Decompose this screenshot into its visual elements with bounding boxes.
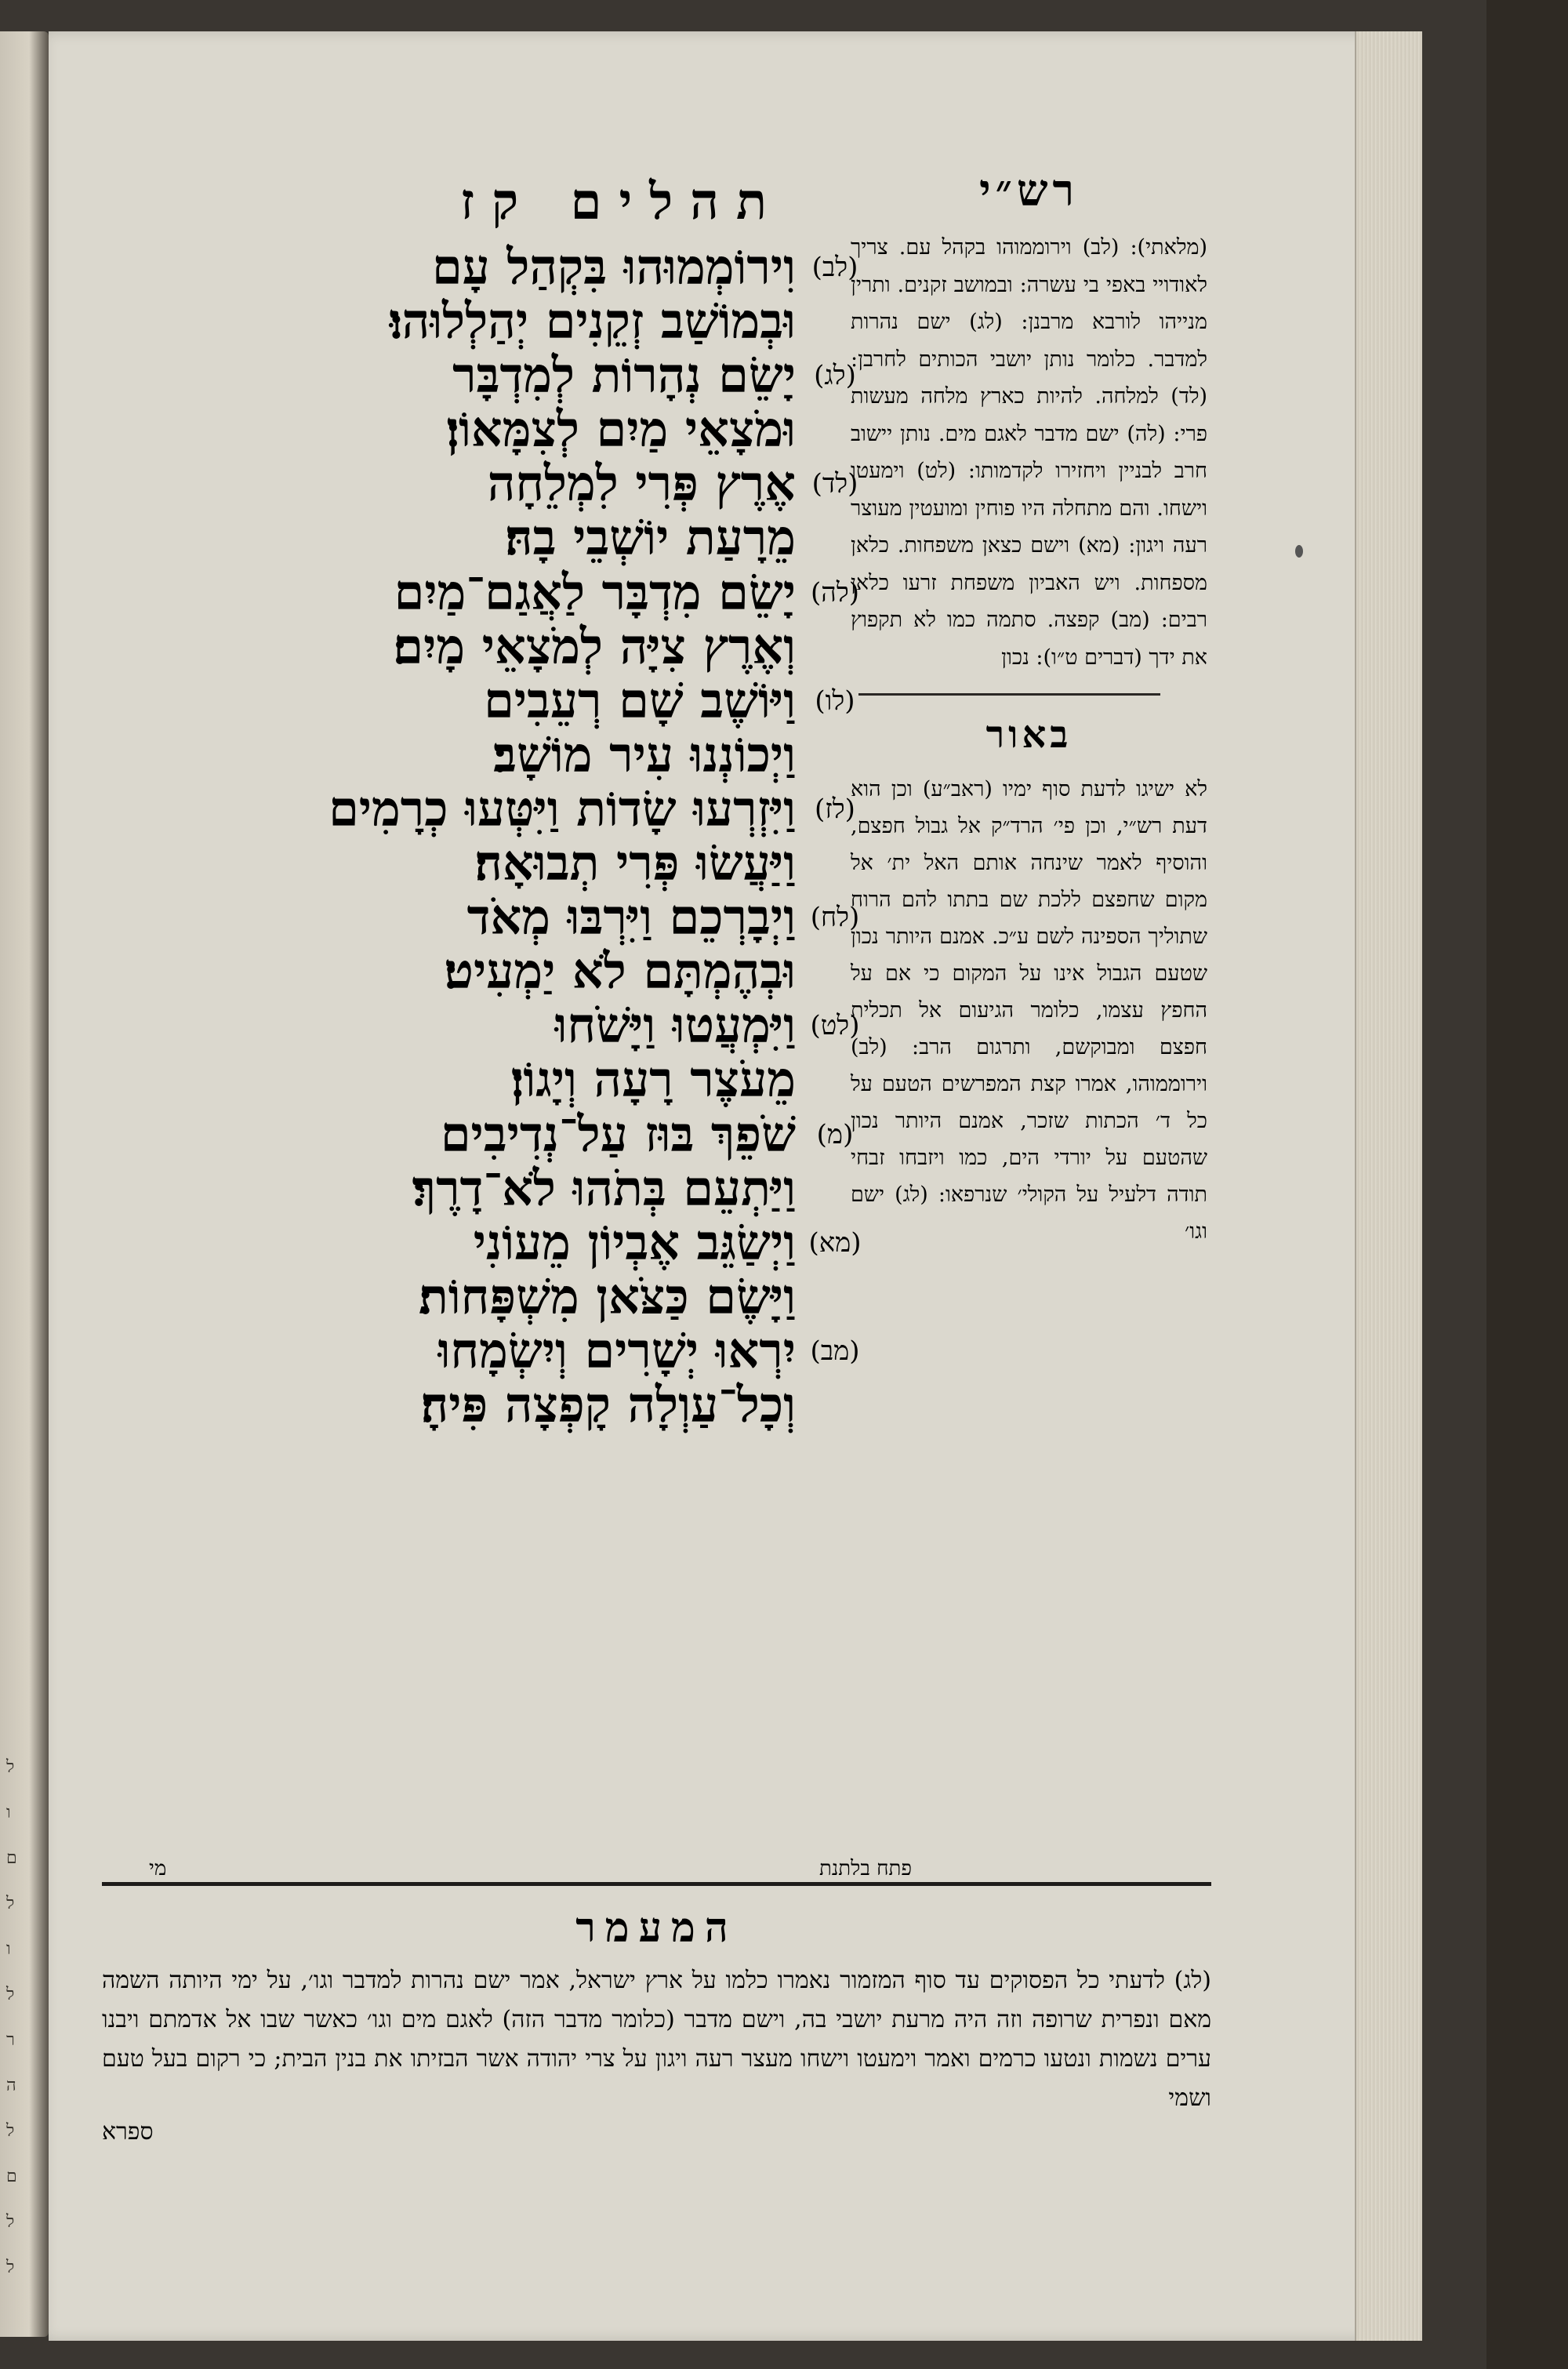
- verse-number: (לח): [810, 902, 860, 934]
- verse-number: (לו): [815, 685, 855, 717]
- biur-title: באור: [985, 713, 1073, 757]
- verse-text: וִירוֹמְמוּהוּ בִּקְהַל עָם: [431, 238, 796, 296]
- verse-text: וַיַּעֲשׂוּ פְּרִי תְבוּאָה׃: [474, 834, 796, 892]
- verse-text: וַיַּתְעֵם בְּתֹהוּ לֹא־דָרֶךְ׃: [412, 1159, 796, 1217]
- verse-line: [98, 725, 874, 783]
- left-page-fragment: ל: [6, 1985, 15, 2004]
- previous-page-edge: [0, 31, 49, 2337]
- psalm-header: תהלים קז: [460, 173, 784, 231]
- verse-text: יָשֵׂם נְהָרוֹת לְמִדְבָּר: [452, 347, 796, 405]
- verse-number: (לג): [814, 360, 856, 392]
- left-page-fragment: ם: [6, 1848, 17, 1868]
- verse-text: מֵרָעַת יוֹשְׁבֵי בָהּ׃: [505, 509, 796, 567]
- commentary-text: (לג) לדעתי כל הפסוקים עד סוף המזמור נאמרו כלמו על ארץ ישראל, אמר ישם נהרות למדבר וגו׳, על ימי היותה השמה מאם ונפרית שרופה וזה היה מרעת יושבי בה, וישם מדבר (כלומר מדבר הזה) לאגם מים וגו׳ כאשר שבו אל אדמתם ויבנו ערים נשמות ונטעו כרמים ואמר וימעטו וישחו מעצר רעה ויגון על צרי יהודה אשר הבזיתו את בנין הבית; כי רקום בעל טעם ושמי: [102, 1967, 1211, 2112]
- verse-number: (לה): [811, 576, 859, 609]
- verse-line: [98, 617, 874, 675]
- left-page-fragment: ל: [6, 2258, 15, 2277]
- left-page-fragment: ל: [6, 2121, 15, 2141]
- background-right: [1486, 0, 1568, 2369]
- column-divider: [858, 693, 1160, 696]
- left-page-fragment: ה: [6, 2076, 16, 2095]
- verse-line: [98, 1213, 874, 1271]
- verse-text: וַיָּשֶׂם כַּצֹּאן מִשְׁפָּחוֹת׃: [418, 1267, 796, 1325]
- rashi-text: (מלאתי): (לב) וירוממוהו בקהל עם. צריך לאודויי באפי בי עשרה: ובמושב זקנים. ותרין מנייהו לורבא מרבנן: (לג) ישם נהרות למדבר. כלומר נותן יושבי הכותים לחרבן: (לד) למלחה. להיות כארץ מלחה מעשות פרי: (לה) ישם מדבר לאגם מים. נותן יישוב חרב לבניין ויחזירו לקדמותו: (לט) וימעטו וישחו. והם מתחלה היו פוחין ומועטין מעוצר רעה ויגון: (מא) וישם כצאן משפחות. כלאן מספחות. ויש האביון משפחת זרעו כלאן רבים: (מב) קפצה. סתמה כמו לא תקפוץ את ידך (דברים ט״ו): נכון: [851, 235, 1207, 670]
- commentary-title: המעמר: [575, 1904, 738, 1952]
- verse-text: וּבְהֶמְתָּם לֹא יַמְעִיט׃: [444, 943, 796, 1001]
- verse-line: [98, 779, 874, 838]
- verse-line: [98, 401, 874, 459]
- verse-line: [98, 888, 874, 947]
- verse-text: וַיּוֹשֶׁב שָׁם רְעֵבִים: [484, 671, 796, 729]
- verse-text: מֵעֹצֶר רָעָה וְיָגוֹן׃: [510, 1051, 796, 1109]
- verse-text: וַיִּזְרְעוּ שָׂדוֹת וַיִּטְּעוּ כְרָמִים: [328, 779, 796, 838]
- left-page-fragment: ו: [6, 1803, 11, 1822]
- page-footer: [102, 1857, 1211, 1880]
- biur-text: לא ישיגו לדעת סוף ימיו (ראב״ע) וכן הוא דעת רש״י, וכן פי׳ הרד״ק אל גבול חפצם, והוסיף לאמר שינחה אותם האל ית׳ אל מקום שחפצם ללכת שם בתתו להם הרוח שתוליך הספינה לשם ע״כ. אמנם היותר נכון שטעם הגבול אינו על המקום כי אם על החפץ עצמו, כלומר הגיעום אל תכלית חפצם ומבוקשם, ותרגום הרב: (לב) וירוממוהו, אמרו קצת המפרשים הטעם על כל ד׳ הכתות שזכר, אמנם היותר נכון שהטעם על יורדי הים, כמו ויזבחו זבחי תודה דלעיל על הקולי׳ שנרפאו: (לג) ישם וגו׳: [851, 777, 1207, 1244]
- verse-line: [98, 1105, 874, 1163]
- verse-line: [98, 1321, 874, 1379]
- left-page-fragment: ו: [6, 1939, 11, 1959]
- footer-rule: [102, 1882, 1211, 1886]
- verse-line: [98, 834, 874, 892]
- verse-text: וַיְשַׂגֵּב אֶבְיוֹן מֵעוֹנִי: [473, 1213, 796, 1271]
- verse-line: [98, 1159, 874, 1217]
- verse-number: (מב): [810, 1335, 860, 1367]
- verse-text: וְכָל־עַוְלָה קָפְצָה פִּיהָ׃: [420, 1375, 796, 1433]
- rashi-title: רש״י: [978, 165, 1080, 216]
- psalm-column: [98, 173, 874, 1433]
- page-number: מי: [149, 1857, 167, 1880]
- verse-line: [98, 511, 874, 565]
- footer-catchword: פתח בלתנת: [819, 1857, 912, 1880]
- verse-line: [98, 563, 874, 621]
- verse-text: וַיִּמְעֲטוּ וַיָּשֹׁחוּ: [554, 997, 796, 1055]
- verse-number: (מא): [808, 1226, 862, 1259]
- verse-line: [98, 292, 874, 351]
- rashi-column: [851, 165, 1207, 1250]
- verse-text: וּמֹצָאֵי מַיִם לְצִמָּאוֹן׃: [446, 401, 796, 459]
- verse-number: (לז): [815, 793, 855, 825]
- left-page-fragment: ל: [6, 2212, 15, 2232]
- verse-number: (מ): [816, 1118, 854, 1150]
- verse-text: יָשֵׂם מִדְבָּר לַאֲגַם־מַיִם: [394, 563, 796, 621]
- verse-line: [98, 238, 874, 296]
- verse-text: וַיְבָרְכֵם וַיִּרְבּוּ מְאֹד: [466, 888, 796, 947]
- verse-text: וּבְמוֹשַׁב זְקֵנִים יְהַלְלוּהוּ׃: [389, 292, 796, 351]
- page-block-edge: [1355, 31, 1422, 2341]
- verse-text: וַיְכוֹנְנוּ עִיר מוֹשָׁב׃: [493, 725, 796, 783]
- verse-list: [98, 238, 874, 1433]
- verse-text: שֹׁפֵךְ בּוּז עַל־נְדִיבִים: [440, 1105, 796, 1163]
- commentary-section: [102, 1898, 1211, 2146]
- verse-line: [98, 997, 874, 1055]
- left-page-fragment: ר: [6, 2030, 15, 2050]
- verse-line: [98, 943, 874, 1001]
- verse-text: אֶרֶץ פְּרִי לִמְלֵחָה: [487, 455, 796, 513]
- verse-text: וְאֶרֶץ צִיָּה לְמֹצָאֵי מָיִם׃: [393, 617, 796, 675]
- left-page-fragment: ל: [6, 1894, 15, 1913]
- verse-line: [98, 1051, 874, 1109]
- verse-line: [98, 671, 874, 729]
- verse-line: [98, 1375, 874, 1433]
- left-page-fragment: ל: [6, 1757, 15, 1777]
- ink-spot: [1295, 545, 1303, 558]
- commentary-catchword: ספרא: [102, 2118, 154, 2146]
- verse-text: יִרְאוּ יְשָׁרִים וְיִשְׂמָחוּ: [437, 1321, 796, 1379]
- verse-number: (לט): [810, 1010, 860, 1042]
- verse-number: (לד): [811, 468, 858, 500]
- verse-line: [98, 1267, 874, 1325]
- verse-line: [98, 455, 874, 513]
- verse-line: [98, 347, 874, 405]
- verse-number: (לב): [811, 252, 858, 283]
- left-page-fragment: ם: [6, 2167, 17, 2186]
